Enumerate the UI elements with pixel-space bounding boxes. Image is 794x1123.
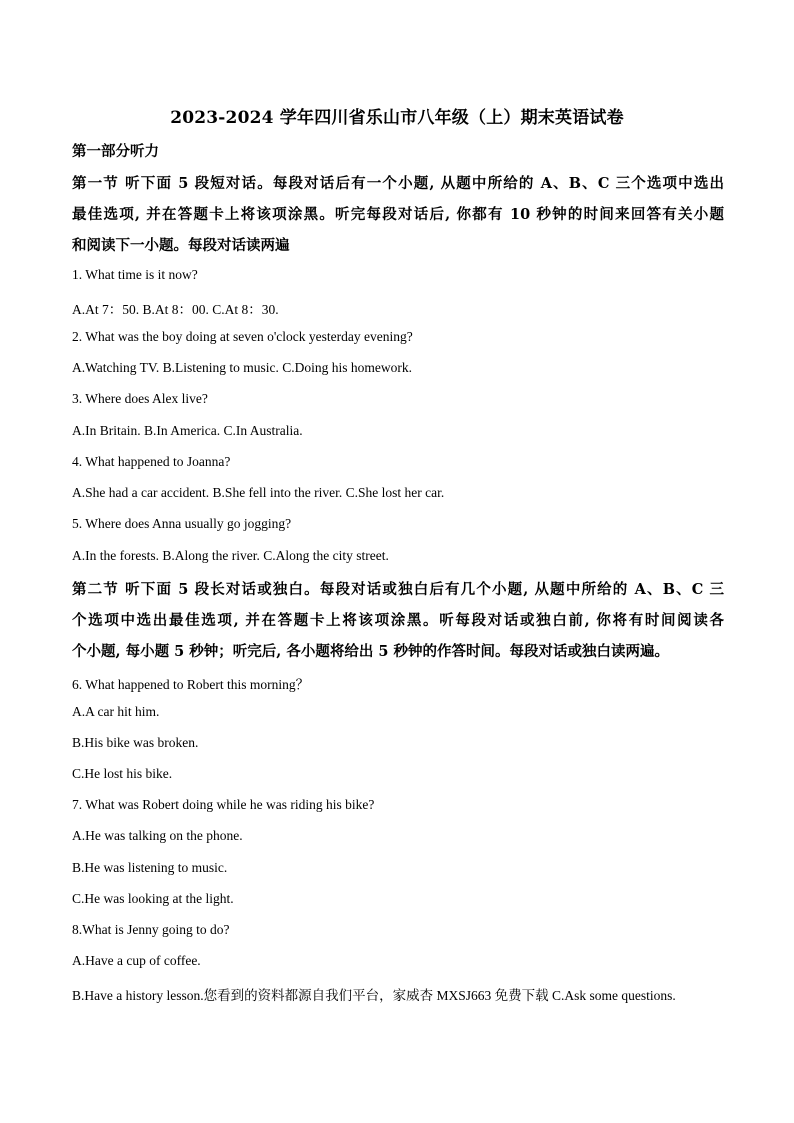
section1-instruction-line: 最佳选项, 并在答题卡上将该项涂黑。听完每段对话后, 你都有 10 秒钟的时间来回答有关小题: [72, 206, 724, 223]
question-1-options: A.At 7：50. B.At 8：00. C.At 8：30.: [72, 302, 279, 317]
question-2-options: A.Watching TV. B.Listening to music. C.Doing his homework.: [72, 360, 413, 375]
question-6-option-b: B.His bike was broken.: [72, 735, 199, 750]
part-heading: 第一部分听力: [72, 143, 159, 160]
question-3-options: A.In Britain. B.In America. C.In Australia.: [72, 423, 303, 438]
section2-instruction-line: 个小题, 每小题 5 秒钟；听完后, 各小题将给出 5 秒钟的作答时间。每段对话或独白读两遍。: [72, 643, 670, 660]
question-4: 4. What happened to Joanna?: [72, 454, 231, 469]
section2-instruction-line: 个选项中选出最佳选项, 并在答题卡上将该项涂黑。听每段对话或独白前, 你将有时间阅读各: [72, 612, 724, 629]
page-title: 2023-2024 学年四川省乐山市八年级（上）期末英语试卷: [170, 108, 624, 128]
question-7-option-a: A.He was talking on the phone.: [72, 828, 243, 843]
section1-instruction-line: 第一节 听下面 5 段短对话。每段对话后有一个小题, 从题中所给的 A、B、C 三个选项中选出: [72, 175, 724, 192]
section1-instruction-line: 和阅读下一小题。每段对话读两遍: [72, 237, 290, 254]
question-8-option-a: A.Have a cup of coffee.: [72, 953, 201, 968]
question-6-option-a: A.A car hit him.: [72, 704, 160, 719]
question-8-option-b: B.Have a history lesson.您看到的资料都源自我们平台，家威杏 MXSJ663 免费下载 C.Ask some questions.: [72, 988, 676, 1003]
question-7-option-c: C.He was looking at the light.: [72, 891, 234, 906]
question-5: 5. Where does Anna usually go jogging?: [72, 516, 292, 531]
question-1: 1. What time is it now?: [72, 267, 198, 282]
question-3: 3. Where does Alex live?: [72, 391, 208, 406]
question-8: 8.What is Jenny going to do?: [72, 922, 230, 937]
question-5-options: A.In the forests. B.Along the river. C.Along the city street.: [72, 548, 389, 563]
question-4-options: A.She had a car accident. B.She fell into the river. C.She lost her car.: [72, 485, 445, 500]
question-7: 7. What was Robert doing while he was riding his bike?: [72, 797, 375, 812]
section2-instruction-line: 第二节 听下面 5 段长对话或独白。每段对话或独白后有几个小题, 从题中所给的 A、B、C 三: [72, 581, 725, 598]
question-7-option-b: B.He was listening to music.: [72, 860, 228, 875]
question-2: 2. What was the boy doing at seven o'clock yesterday evening?: [72, 329, 413, 344]
question-6-option-c: C.He lost his bike.: [72, 766, 173, 781]
question-6: 6. What happened to Robert this morning？: [72, 677, 310, 692]
